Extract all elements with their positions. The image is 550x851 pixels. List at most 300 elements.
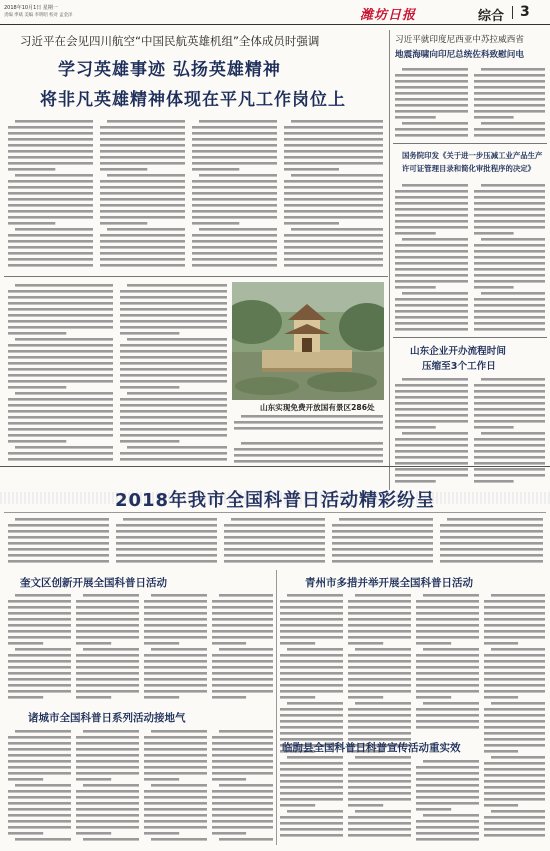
text-line (116, 554, 217, 557)
text-line (8, 736, 71, 739)
text-line (284, 192, 383, 195)
text-line (123, 518, 217, 521)
text-line (120, 434, 227, 437)
text-line (8, 814, 71, 817)
text-line (280, 660, 343, 663)
text-line (8, 458, 113, 461)
text-line (144, 672, 207, 675)
text-line (474, 280, 545, 283)
sub-story-3-col-2 (76, 728, 140, 843)
sub-story-2-title: 青州市多措并举开展全国科普日活动 (305, 577, 473, 589)
text-line (76, 814, 139, 817)
text-line (212, 766, 273, 769)
text-line (8, 386, 66, 389)
text-lines (395, 376, 469, 488)
text-line (481, 238, 545, 241)
text-lines (474, 376, 546, 488)
text-line (395, 414, 468, 417)
text-line (192, 216, 277, 219)
text-line (8, 796, 71, 799)
text-line (280, 780, 343, 783)
text-line (212, 814, 273, 817)
text-line (8, 748, 71, 751)
text-line (120, 452, 227, 455)
banner-body-col-3 (224, 516, 326, 564)
text-line (120, 308, 227, 311)
text-line (116, 530, 217, 533)
text-line (8, 636, 71, 639)
text-line (474, 396, 545, 399)
text-line (416, 666, 479, 669)
text-line (474, 92, 545, 95)
text-line (212, 600, 273, 603)
banner-body-col-5 (440, 516, 544, 564)
text-line (474, 438, 545, 441)
text-line (100, 132, 185, 135)
text-line (212, 630, 273, 633)
text-line (355, 648, 411, 651)
text-line (192, 186, 277, 189)
text-line (280, 732, 343, 735)
text-line (8, 222, 55, 225)
text-lines (332, 516, 434, 564)
text-line (484, 690, 545, 693)
text-line (395, 262, 468, 265)
text-line (284, 180, 383, 183)
text-line (219, 838, 273, 841)
text-line (348, 834, 411, 837)
text-line (423, 648, 479, 651)
banner-title: 2018年我市全国科普日活动精彩纷呈 (114, 490, 436, 511)
text-line (280, 642, 315, 645)
text-line (83, 730, 139, 733)
text-line (474, 250, 545, 253)
text-line (144, 636, 207, 639)
text-line (76, 666, 139, 669)
text-line (416, 684, 479, 687)
text-line (287, 648, 343, 651)
text-line (484, 696, 518, 699)
lead-body-col-3 (192, 118, 278, 272)
text-line (219, 648, 273, 651)
text-line (100, 234, 185, 237)
text-line (100, 246, 185, 249)
text-line (224, 536, 325, 539)
text-line (116, 536, 217, 539)
text-line (212, 612, 273, 615)
text-line (395, 116, 436, 119)
text-line (144, 654, 207, 657)
text-lines (474, 66, 546, 138)
text-line (212, 696, 246, 699)
text-line (474, 208, 545, 211)
text-line (83, 594, 139, 597)
text-line (15, 120, 93, 123)
text-line (192, 192, 277, 195)
sub-story-3-col-4 (212, 728, 274, 843)
text-line (423, 594, 479, 597)
masthead-rule (0, 24, 550, 25)
text-line (332, 554, 433, 557)
text-line (192, 258, 277, 261)
text-line (199, 228, 277, 231)
text-line (284, 204, 383, 207)
text-line (100, 240, 185, 243)
text-line (280, 720, 343, 723)
text-line (416, 708, 479, 711)
text-lines (234, 413, 384, 435)
text-line (280, 636, 343, 639)
text-lines (116, 516, 218, 564)
sub-story-2-col-1 (280, 592, 344, 842)
text-line (280, 828, 343, 831)
lead-title-2: 将非凡英雄精神体现在平凡工作岗位上 (40, 90, 346, 110)
text-line (348, 774, 411, 777)
text-line (120, 458, 227, 461)
text-line (416, 772, 479, 775)
text-lines (76, 592, 140, 702)
text-line (144, 690, 207, 693)
text-line (219, 730, 273, 733)
text-line (395, 322, 468, 325)
text-line (484, 822, 545, 825)
text-line (440, 524, 543, 527)
text-line (8, 252, 93, 255)
text-line (284, 162, 383, 165)
text-line (8, 264, 93, 267)
text-lines (284, 118, 384, 272)
text-line (484, 732, 545, 735)
text-line (416, 838, 479, 841)
text-line (8, 660, 71, 663)
text-line (348, 732, 411, 735)
text-line (8, 666, 71, 669)
text-line (192, 264, 277, 267)
text-lines (100, 118, 186, 272)
text-line (440, 548, 543, 551)
text-line (212, 808, 273, 811)
text-line (280, 714, 343, 717)
text-line (224, 542, 325, 545)
text-line (280, 708, 343, 711)
text-line (284, 144, 383, 147)
text-line (280, 654, 343, 657)
text-line (416, 624, 479, 627)
text-lines (120, 282, 228, 464)
text-line (8, 126, 93, 129)
text-line (8, 132, 93, 135)
text-line (332, 530, 433, 533)
text-line (8, 332, 66, 335)
text-line (284, 150, 383, 153)
text-line (76, 600, 139, 603)
text-line (120, 398, 227, 401)
text-line (8, 684, 71, 687)
text-line (8, 772, 71, 775)
text-line (144, 624, 207, 627)
text-line (116, 542, 217, 545)
text-line (481, 122, 545, 125)
text-line (144, 778, 179, 781)
text-lines (8, 728, 72, 843)
text-line (212, 790, 273, 793)
story-body-col-3 (234, 440, 384, 464)
text-line (15, 838, 71, 841)
page-number: 3 (520, 4, 530, 20)
text-line (8, 320, 113, 323)
text-line (76, 754, 139, 757)
text-line (416, 636, 479, 639)
text-line (474, 214, 545, 217)
text-line (284, 126, 383, 129)
text-line (192, 156, 277, 159)
text-line (287, 594, 343, 597)
text-line (474, 74, 545, 77)
text-line (395, 250, 468, 253)
text-lines (224, 516, 326, 564)
text-lines (76, 728, 140, 843)
text-line (332, 548, 433, 551)
text-line (8, 180, 93, 183)
text-line (348, 786, 411, 789)
text-line (192, 210, 277, 213)
text-line (416, 784, 479, 787)
paper-logo: 潍坊日报 (360, 8, 417, 23)
text-line (8, 246, 93, 249)
text-line (144, 642, 179, 645)
text-line (8, 144, 93, 147)
text-line (192, 246, 277, 249)
text-line (83, 648, 139, 651)
text-line (284, 186, 383, 189)
text-line (212, 684, 273, 687)
text-line (474, 226, 545, 229)
text-line (76, 820, 139, 823)
text-line (348, 804, 383, 807)
text-line (280, 618, 343, 621)
text-line (8, 240, 93, 243)
text-line (481, 378, 545, 381)
text-line (15, 648, 71, 651)
text-line (212, 736, 273, 739)
text-line (416, 654, 479, 657)
text-line (395, 304, 468, 307)
text-line (416, 642, 451, 645)
text-line (484, 660, 545, 663)
text-line (192, 168, 239, 171)
sub-story-2-col-4 (484, 592, 546, 842)
text-line (474, 104, 545, 107)
text-line (212, 772, 273, 775)
editors-line: 责编 季斌 美编 李明昭 校对 孟金泽 (4, 13, 73, 18)
section-divider (512, 6, 513, 19)
text-line (416, 778, 479, 781)
text-line (474, 444, 545, 447)
text-line (474, 390, 545, 393)
text-line (144, 666, 207, 669)
text-line (284, 246, 383, 249)
text-line (120, 416, 227, 419)
text-line (234, 460, 383, 463)
text-lines (192, 118, 278, 272)
text-lines (280, 592, 344, 842)
text-line (447, 518, 543, 521)
text-line (491, 756, 545, 759)
text-line (8, 826, 71, 829)
text-line (212, 802, 273, 805)
text-line (8, 344, 113, 347)
text-line (481, 68, 545, 71)
text-lines (212, 728, 274, 843)
text-line (15, 518, 109, 521)
text-line (280, 798, 343, 801)
text-line (8, 416, 113, 419)
text-line (120, 386, 179, 389)
text-line (116, 560, 217, 563)
text-line (291, 174, 383, 177)
text-line (395, 208, 468, 211)
column-divider (389, 30, 390, 490)
text-line (76, 742, 139, 745)
text-line (144, 808, 207, 811)
text-line (212, 820, 273, 823)
text-line (484, 828, 545, 831)
text-line (8, 672, 71, 675)
banner-top-rule (0, 466, 550, 467)
text-line (231, 518, 325, 521)
text-line (474, 298, 545, 301)
text-line (402, 238, 468, 241)
text-line (474, 190, 545, 193)
text-line (224, 530, 325, 533)
text-line (192, 138, 277, 141)
text-line (8, 696, 43, 699)
text-line (100, 144, 185, 147)
text-line (416, 690, 479, 693)
text-line (8, 624, 71, 627)
text-line (144, 600, 207, 603)
text-line (8, 548, 109, 551)
text-line (8, 290, 113, 293)
text-line (8, 296, 113, 299)
text-line (416, 618, 479, 621)
text-line (348, 642, 383, 645)
text-line (348, 762, 411, 765)
text-line (76, 748, 139, 751)
text-line (474, 134, 545, 137)
text-line (8, 380, 113, 383)
text-lines (144, 728, 208, 843)
text-line (212, 826, 273, 829)
text-line (474, 274, 545, 277)
text-line (120, 422, 227, 425)
text-line (474, 426, 514, 429)
text-line (348, 828, 411, 831)
text-line (100, 252, 185, 255)
text-line (484, 636, 545, 639)
text-line (199, 120, 277, 123)
text-line (8, 302, 113, 305)
text-line (8, 832, 43, 835)
text-line (116, 524, 217, 527)
text-line (395, 190, 468, 193)
text-line (8, 362, 113, 365)
text-line (8, 536, 109, 539)
text-line (100, 126, 185, 129)
banner-body-col-2 (116, 516, 218, 564)
text-line (474, 268, 545, 271)
text-line (284, 210, 383, 213)
text-line (8, 138, 93, 141)
right-low-body-col-2 (474, 376, 546, 488)
text-line (144, 630, 207, 633)
text-line (107, 174, 185, 177)
text-line (395, 128, 468, 131)
text-line (474, 110, 545, 113)
text-line (212, 672, 273, 675)
text-line (474, 480, 514, 483)
text-line (76, 826, 139, 829)
text-line (332, 560, 433, 563)
text-line (474, 384, 545, 387)
text-line (284, 234, 383, 237)
text-line (144, 678, 207, 681)
text-line (212, 654, 273, 657)
text-line (8, 258, 93, 261)
text-line (192, 180, 277, 183)
text-line (395, 274, 468, 277)
text-line (348, 798, 411, 801)
text-line (395, 196, 468, 199)
sub-story-3-title: 诸城市全国科普日系列活动接地气 (28, 712, 186, 724)
text-line (144, 760, 207, 763)
text-line (151, 648, 207, 651)
text-line (416, 672, 479, 675)
text-line (484, 708, 545, 711)
text-line (395, 328, 468, 331)
text-line (474, 328, 545, 331)
text-line (395, 408, 468, 411)
text-line (120, 350, 227, 353)
text-line (416, 726, 479, 729)
text-line (127, 446, 227, 449)
text-lines (395, 66, 469, 138)
text-line (284, 132, 383, 135)
text-line (484, 684, 545, 687)
right-low-title-2: 压缩至3个工作日 (422, 361, 496, 372)
text-line (402, 432, 468, 435)
text-line (8, 766, 71, 769)
text-line (395, 280, 468, 283)
text-line (76, 672, 139, 675)
text-lines (484, 592, 546, 842)
text-line (395, 86, 468, 89)
text-line (416, 720, 479, 723)
text-line (348, 624, 411, 627)
text-line (416, 696, 451, 699)
sub-story-1-col-2 (76, 592, 140, 702)
text-line (127, 284, 227, 287)
text-line (284, 258, 383, 261)
text-line (348, 612, 411, 615)
text-line (76, 618, 139, 621)
text-lines (8, 118, 94, 272)
text-line (474, 408, 545, 411)
text-line (100, 198, 185, 201)
lower-column-divider (276, 570, 277, 845)
text-line (284, 240, 383, 243)
text-line (76, 796, 139, 799)
